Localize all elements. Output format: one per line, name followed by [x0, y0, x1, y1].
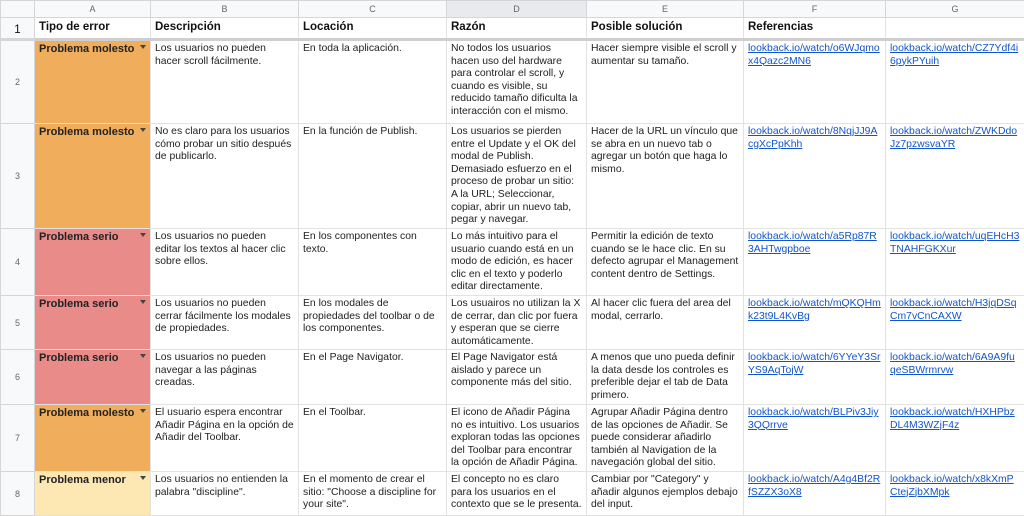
- error-type-label: Problema serio: [39, 231, 118, 243]
- reason-cell[interactable]: Los usuarios se pierden entre el Update y el OK del modal de Publish. Demasiado esfuerzo en el proceso de probar un sitio: A la URL; Seleccionar, copiar, abrir un nuevo tab, pegar y navegar.: [447, 124, 587, 229]
- row-number[interactable]: 6: [1, 350, 35, 405]
- reason-cell[interactable]: Los usuairos no utilizan la X de cerrar, dan clic por fuera y esperan que se cierre automáticamente.: [447, 296, 587, 350]
- solution-cell[interactable]: Cambiar por "Category" y añadir algunos ejemplos debajo del input.: [587, 472, 744, 516]
- location-cell[interactable]: En los modales de propiedades del toolbar o de los componentes.: [299, 296, 447, 350]
- row-number[interactable]: 4: [1, 229, 35, 296]
- error-type-label: Problema molesto: [39, 126, 134, 138]
- dropdown-arrow-icon[interactable]: [140, 354, 146, 358]
- reference-link[interactable]: lookback.io/watch/H3jqDSqCm7vCnCAXW: [890, 298, 1016, 322]
- reference-link[interactable]: lookback.io/watch/o6WJqmox4Qazc2MN6: [748, 43, 880, 67]
- reference-link[interactable]: lookback.io/watch/6A9A9fuqeSBWrmrvw: [890, 352, 1015, 376]
- header-row: [1, 18, 1024, 40]
- reference-link[interactable]: lookback.io/watch/ZWKDdoJz7pzwsvaYR: [890, 126, 1017, 150]
- reason-cell[interactable]: El Page Navigator está aislado y parece un componente más del sitio.: [447, 350, 587, 405]
- header-empty-cell[interactable]: [886, 18, 1024, 40]
- reference-cell[interactable]: [744, 472, 886, 516]
- location-cell[interactable]: En el momento de crear el sitio: "Choose a discipline for your site".: [299, 472, 447, 516]
- table-row: [1, 350, 1024, 405]
- reference-cell[interactable]: [886, 350, 1024, 405]
- solution-cell[interactable]: Hacer siempre visible el scroll y aumentar su tamaño.: [587, 40, 744, 124]
- column-header-row: [1, 1, 1024, 18]
- header-tipo-cell[interactable]: Tipo de error: [35, 18, 151, 40]
- solution-cell[interactable]: A menos que uno pueda definir la data desde los controles es preferible dejar el tab de Data primero.: [587, 350, 744, 405]
- column-header-a[interactable]: A: [35, 1, 151, 18]
- error-type-dropdown-cell[interactable]: [35, 229, 151, 296]
- description-cell[interactable]: Los usuarios no pueden navegar a las páginas creadas.: [151, 350, 299, 405]
- reference-cell[interactable]: [744, 350, 886, 405]
- table-row: [1, 296, 1024, 350]
- error-type-label: Problema serio: [39, 298, 118, 310]
- table-row: [1, 40, 1024, 124]
- error-type-label: Problema molesto: [39, 407, 134, 419]
- solution-cell[interactable]: Hacer de la URL un vínculo que se abra en un nuevo tab o agregar un botón que haga lo mismo.: [587, 124, 744, 229]
- header-locacion-cell[interactable]: Locación: [299, 18, 447, 40]
- reference-cell[interactable]: [886, 229, 1024, 296]
- row-number[interactable]: 5: [1, 296, 35, 350]
- header-referencias-cell[interactable]: Referencias: [744, 18, 886, 40]
- description-cell[interactable]: El usuario espera encontrar Añadir Página en la opción de Añadir del Toolbar.: [151, 405, 299, 472]
- row-number[interactable]: 8: [1, 472, 35, 516]
- reference-cell[interactable]: [886, 124, 1024, 229]
- header-solucion-cell[interactable]: Posible solución: [587, 18, 744, 40]
- header-descripcion-cell[interactable]: Descripción: [151, 18, 299, 40]
- reference-link[interactable]: lookback.io/watch/6YYeY3SrYS9AqTojW: [748, 352, 880, 376]
- column-header-f[interactable]: F: [744, 1, 886, 18]
- error-type-label: Problema menor: [39, 474, 126, 486]
- row-number[interactable]: 3: [1, 124, 35, 229]
- reason-cell[interactable]: No todos los usuarios hacen uso del hardware para controlar el scroll, y cuando es visible, su reducido tamaño dificulta la interacción con el mismo.: [447, 40, 587, 124]
- error-type-label: Problema molesto: [39, 43, 134, 55]
- table-row: [1, 229, 1024, 296]
- description-cell[interactable]: Los usuarios no pueden editar los textos al hacer clic sobre ellos.: [151, 229, 299, 296]
- solution-cell[interactable]: Permitir la edición de texto cuando se le hace clic. En su defecto agrupar el Management content dentro de Settings.: [587, 229, 744, 296]
- column-header-g[interactable]: G: [886, 1, 1024, 18]
- reference-link[interactable]: lookback.io/watch/mQKQHmk23t9L4KvBg: [748, 298, 881, 322]
- error-type-dropdown-cell[interactable]: [35, 405, 151, 472]
- table-row: [1, 472, 1024, 516]
- dropdown-arrow-icon[interactable]: [140, 128, 146, 132]
- error-type-dropdown-cell[interactable]: [35, 124, 151, 229]
- reference-cell[interactable]: [744, 405, 886, 472]
- description-cell[interactable]: Los usuarios no pueden cerrar fácilmente los modales de propiedades.: [151, 296, 299, 350]
- location-cell[interactable]: En el Toolbar.: [299, 405, 447, 472]
- reference-link[interactable]: lookback.io/watch/x8kXmPCtejZjbXMpk: [890, 474, 1014, 498]
- error-type-dropdown-cell[interactable]: [35, 296, 151, 350]
- description-cell[interactable]: Los usuarios no pueden hacer scroll fácilmente.: [151, 40, 299, 124]
- location-cell[interactable]: En el Page Navigator.: [299, 350, 447, 405]
- row-number[interactable]: 2: [1, 40, 35, 124]
- dropdown-arrow-icon[interactable]: [140, 233, 146, 237]
- location-cell[interactable]: En toda la aplicación.: [299, 40, 447, 124]
- column-header-d[interactable]: D: [447, 1, 587, 18]
- reference-cell[interactable]: [886, 40, 1024, 124]
- reference-cell[interactable]: [886, 296, 1024, 350]
- header-razon-cell[interactable]: Razón: [447, 18, 587, 40]
- reference-link[interactable]: lookback.io/watch/CZ7Ydf4i6pykPYuih: [890, 43, 1018, 67]
- error-type-dropdown-cell[interactable]: [35, 40, 151, 124]
- reference-link[interactable]: lookback.io/watch/uqEHcH3TNAHFGKXur: [890, 231, 1019, 255]
- table-row: [1, 405, 1024, 472]
- location-cell[interactable]: En la función de Publish.: [299, 124, 447, 229]
- row-number[interactable]: 7: [1, 405, 35, 472]
- reference-link[interactable]: lookback.io/watch/a5Rp87R3AHTwgpboe: [748, 231, 877, 255]
- reason-cell[interactable]: Lo más intuitivo para el usuario cuando está en un modo de edición, es hacer clic en el texto y poderlo editar directamente.: [447, 229, 587, 296]
- select-all-corner[interactable]: [1, 1, 35, 18]
- reference-link[interactable]: lookback.io/watch/8NqjJJ9AcgXcPpKhh: [748, 126, 877, 150]
- table-row: [1, 124, 1024, 229]
- error-type-label: Problema serio: [39, 352, 118, 364]
- reference-cell[interactable]: [744, 296, 886, 350]
- column-header-b[interactable]: B: [151, 1, 299, 18]
- dropdown-arrow-icon[interactable]: [140, 476, 146, 480]
- error-type-dropdown-cell[interactable]: [35, 472, 151, 516]
- solution-cell[interactable]: Al hacer clic fuera del area del modal, cerrarlo.: [587, 296, 744, 350]
- reference-cell[interactable]: [744, 124, 886, 229]
- reference-cell[interactable]: [886, 405, 1024, 472]
- description-cell[interactable]: No es claro para los usuarios cómo probar un sitio después de publicarlo.: [151, 124, 299, 229]
- row-number[interactable]: 1: [1, 18, 35, 40]
- reference-cell[interactable]: [744, 229, 886, 296]
- dropdown-arrow-icon[interactable]: [140, 300, 146, 304]
- reason-cell[interactable]: El icono de Añadir Página no es intuitivo. Los usuarios exploran todas las opciones del Toolbar para encontrar la opción de Añadir Página.: [447, 405, 587, 472]
- solution-cell[interactable]: Agrupar Añadir Página dentro de las opciones de Añadir. Se puede considerar añadirlo también al Navigation de la navegación global del sitio.: [587, 405, 744, 472]
- reference-cell[interactable]: [886, 472, 1024, 516]
- reference-link[interactable]: lookback.io/watch/BLPiv3Jiy3QQrrve: [748, 407, 879, 431]
- description-cell[interactable]: Los usuarios no entienden la palabra "discipline".: [151, 472, 299, 516]
- reference-cell[interactable]: [744, 40, 886, 124]
- reference-link[interactable]: lookback.io/watch/A4g4Bf2RfSZZX3oX8: [748, 474, 880, 498]
- column-header-c[interactable]: C: [299, 1, 447, 18]
- location-cell[interactable]: En los componentes con texto.: [299, 229, 447, 296]
- dropdown-arrow-icon[interactable]: [140, 409, 146, 413]
- error-type-dropdown-cell[interactable]: [35, 350, 151, 405]
- column-header-e[interactable]: E: [587, 1, 744, 18]
- reference-link[interactable]: lookback.io/watch/HXHPbzDL4M3WZjF4z: [890, 407, 1015, 431]
- reason-cell[interactable]: El concepto no es claro para los usuarios en el contexto que se le presenta.: [447, 472, 587, 516]
- dropdown-arrow-icon[interactable]: [140, 45, 146, 49]
